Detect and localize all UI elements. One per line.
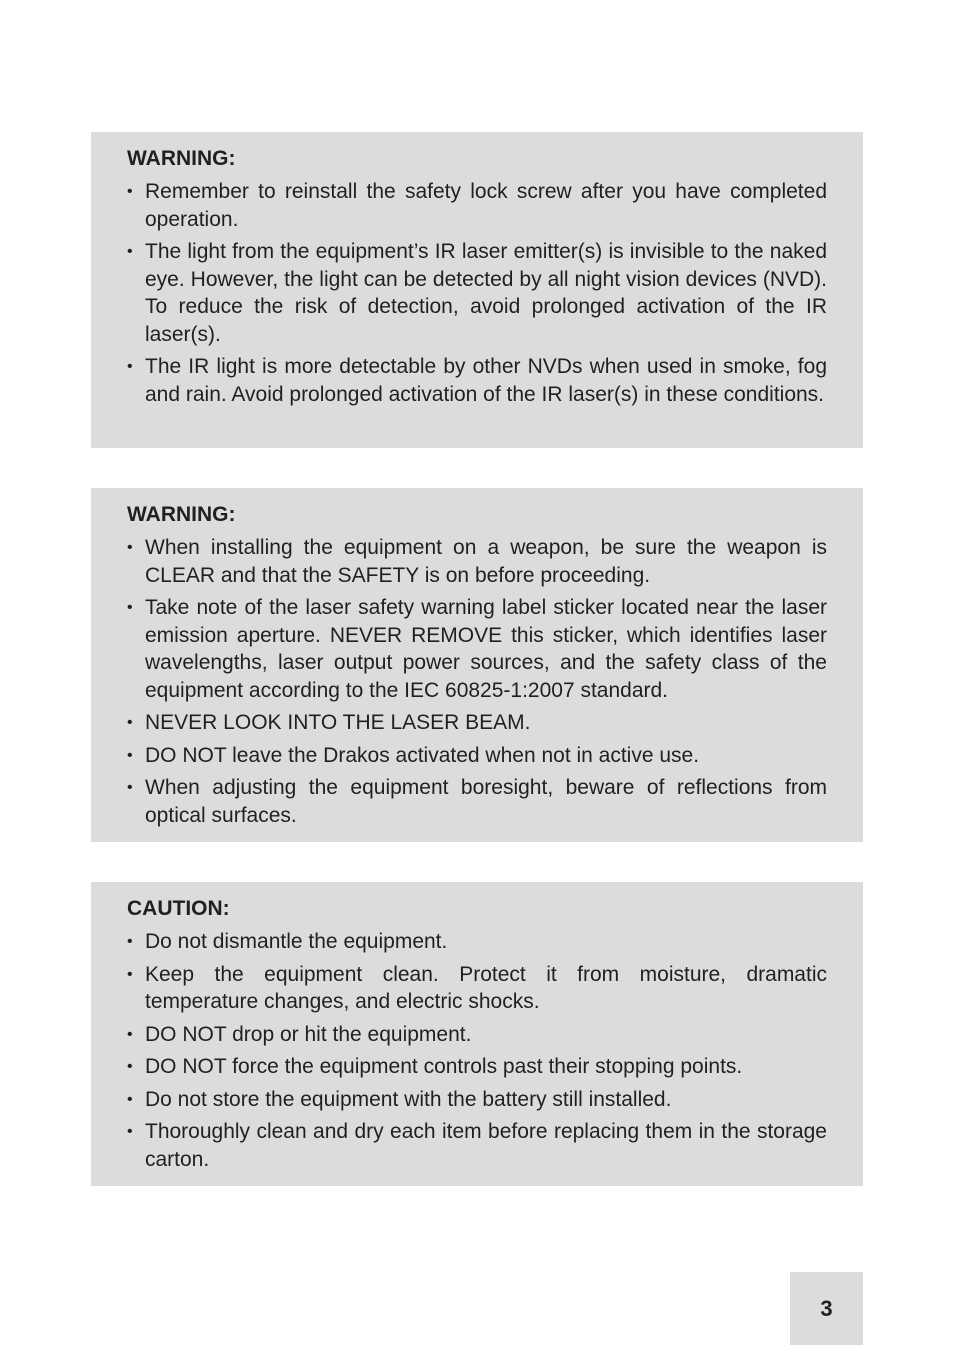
bullet-icon: • (127, 965, 133, 983)
warning-heading: WARNING: (127, 147, 236, 170)
list-item-text: Thoroughly clean and dry each item before replacing them in the storage carton. (145, 1120, 827, 1171)
bullet-icon: • (127, 746, 133, 764)
list-item (127, 594, 827, 704)
list-item-text: DO NOT drop or hit the equipment. (145, 1022, 472, 1046)
list-item (127, 1021, 827, 1049)
list-item (127, 1086, 827, 1114)
bullet-icon: • (127, 1090, 133, 1108)
list-item (127, 534, 827, 589)
list-item-text: When adjusting the equipment boresight, beware of reflections from optical surfaces. (145, 776, 827, 827)
warning-heading: WARNING: (127, 503, 236, 526)
bullet-icon: • (127, 539, 133, 556)
list-item (127, 774, 827, 829)
list-item (127, 238, 827, 348)
warning-list (127, 534, 827, 829)
list-item-text: Keep the equipment clean. Protect it from moisture, dramatic temperature changes, and electric shocks. (145, 962, 827, 1013)
list-item-text: DO NOT leave the Drakos activated when not in active use. (145, 743, 700, 767)
list-item-text: The IR light is more detectable by other NVDs when used in smoke, fog and rain. Avoid prolonged activation of the IR laser(s) in these conditions. (145, 355, 827, 406)
bullet-icon: • (127, 714, 133, 731)
bullet-icon: • (127, 933, 133, 950)
list-item-text: DO NOT force the equipment controls past their stopping points. (145, 1055, 743, 1078)
list-item (127, 928, 827, 956)
list-item-text: Do not store the equipment with the battery still installed. (145, 1087, 672, 1111)
bullet-icon: • (127, 1058, 133, 1075)
bullet-icon: • (127, 358, 133, 375)
list-item (127, 961, 827, 1016)
list-item-text: The light from the equipment’s IR laser emitter(s) is invisible to the naked eye. However, the light can be detected by all night vision devices (NVD). To reduce the risk of detection, avoid prolonged activation of the IR laser(s). (145, 240, 827, 346)
bullet-icon: • (127, 599, 133, 616)
list-item (127, 178, 827, 233)
list-item (127, 742, 827, 770)
list-item (127, 353, 827, 408)
list-item-text: Do not dismantle the equipment. (145, 930, 448, 953)
caution-heading: CAUTION: (127, 897, 230, 920)
warning-box-1 (91, 132, 863, 448)
list-item (127, 1053, 827, 1081)
warning-box-2 (91, 488, 863, 842)
list-item-text: NEVER LOOK INTO THE LASER BEAM. (145, 711, 531, 734)
bullet-icon: • (127, 243, 133, 260)
list-item-text: Take note of the laser safety warning label sticker located near the laser emission aperture. NEVER REMOVE this sticker, which identifies laser wavelengths, laser output power sources, and the safety class of the equipment according to the IEC 60825-1:2007 standard. (145, 596, 827, 702)
bullet-icon: • (127, 183, 133, 200)
bullet-icon: • (127, 1123, 133, 1140)
caution-box (91, 882, 863, 1186)
list-item (127, 1118, 827, 1173)
bullet-icon: • (127, 779, 133, 796)
warning-list (127, 178, 827, 408)
list-item-text: When installing the equipment on a weapon, be sure the weapon is CLEAR and that the SAFETY is on before proceeding. (145, 536, 827, 587)
bullet-icon: • (127, 1025, 133, 1043)
page-number: 3 (790, 1272, 863, 1345)
list-item (127, 709, 827, 737)
caution-list (127, 928, 827, 1173)
list-item-text: Remember to reinstall the safety lock screw after you have completed operation. (145, 180, 827, 231)
